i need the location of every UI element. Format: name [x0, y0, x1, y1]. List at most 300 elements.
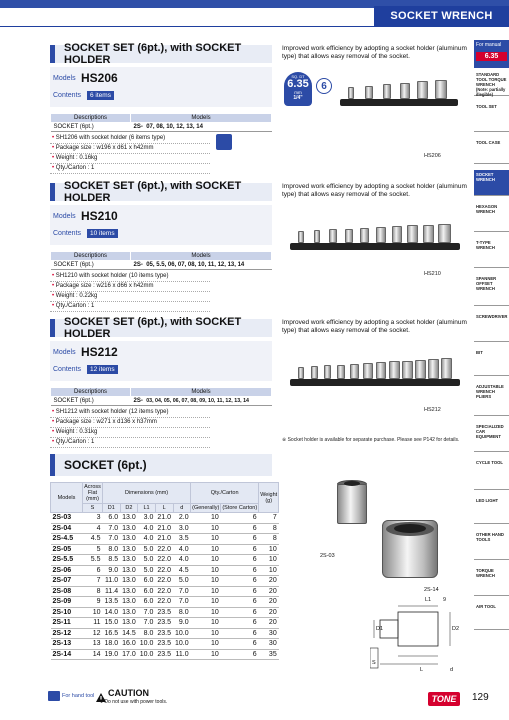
row-model: 2S-11 [51, 618, 83, 629]
items-count-badge: 12 items [87, 365, 118, 374]
row-model: 2S-07 [51, 576, 83, 587]
sidebar-item[interactable]: LED LIGHT [474, 496, 509, 524]
socket-piece [376, 227, 386, 243]
row-cell: 10 [259, 555, 279, 566]
sidebar-item[interactable]: BIT [474, 348, 509, 376]
table-row [51, 534, 279, 545]
row-cell: 6 [83, 565, 103, 576]
row-models: 05, 5.5, 06, 07, 08, 10, 11, 12, 13, 14 [146, 262, 245, 268]
col-models: Models [131, 114, 272, 123]
row-cell: 11.0 [173, 649, 191, 660]
row-cell: 9 [83, 597, 103, 608]
sidebar-item[interactable]: TOOL CASE [474, 138, 509, 164]
socket-piece [337, 365, 345, 379]
row-cell: 22.0 [157, 598, 171, 605]
category-tab: SOCKET WRENCH [374, 6, 509, 26]
socket-piece [324, 365, 331, 379]
items-count-badge: 10 items [87, 229, 118, 238]
row-cell: 3 [83, 513, 103, 524]
row-cell: 14.5 [122, 629, 136, 637]
col-across: Across Flat (mm) [84, 484, 101, 502]
drive-badge-unit: mm [294, 90, 302, 95]
sidebar-item[interactable]: AIR TOOL [474, 602, 509, 630]
socket-title: SOCKET (6pt.) [64, 458, 147, 472]
row-cell: 20 [259, 618, 279, 629]
spec-bullet-text: SH1212 with socket holder (12 items type) [55, 409, 169, 415]
subheader-1: D1 [103, 504, 121, 513]
row-cell: 7 [83, 576, 103, 587]
spec-bullet-text: Package size : w196 x d61 x h42mm [55, 145, 154, 151]
table-row [51, 523, 279, 534]
sidebar-item[interactable]: SPANNER OFFSET WRENCH [474, 274, 509, 306]
socket-set-image [290, 349, 460, 399]
holder-rail [290, 243, 460, 250]
row-cell: 6 [221, 544, 259, 555]
socket-piece [298, 231, 304, 243]
holder-rail [340, 99, 458, 106]
spec-bullet-text: Weight : 0.22kg [55, 293, 98, 299]
spec-bullet-text: Weight : 0.31kg [55, 429, 98, 435]
set-title: SOCKET SET (6pt.), with SOCKET HOLDER [64, 180, 242, 204]
hand-tool-icon [216, 134, 232, 150]
row-cell: 9.0 [103, 565, 121, 576]
spec-bullet: • Weight : 0.22kg [50, 292, 210, 302]
row-cell: 10.0 [139, 640, 154, 647]
row-cell: 6 [221, 618, 259, 629]
socket-piece [441, 358, 452, 379]
socket-spec-table [50, 482, 279, 660]
drive-size-badge [284, 72, 312, 112]
row-prefix: 2S- [133, 124, 143, 130]
set-title-bar [50, 316, 272, 340]
row-cell: 20 [259, 586, 279, 597]
row-cell: 6 [221, 597, 259, 608]
row-cell: 6 [221, 565, 259, 576]
col-models: Models [51, 483, 83, 513]
socket-piece [417, 81, 428, 99]
socket-set-image [340, 69, 458, 119]
col-models: Models [131, 388, 272, 397]
dim-d1: D1 [376, 626, 384, 632]
row-cell: 30 [259, 639, 279, 650]
contents-label: Contents [53, 91, 82, 99]
spec-bullet: • Qty./Carton : 1 [50, 164, 210, 174]
spec-bullet-text: SH1210 with socket holder (10 items type) [55, 273, 169, 279]
row-cell: 7.0 [138, 607, 156, 618]
row-cell: 10.0 [175, 640, 189, 647]
items-count-badge: 6 items [87, 91, 114, 100]
sidebar-item[interactable]: TORQUE WRENCH [474, 566, 509, 596]
socket-piece [415, 360, 426, 379]
row-cell: 23.5 [157, 608, 171, 616]
row-cell: 20 [259, 607, 279, 618]
row-cell: 8.0 [103, 544, 121, 555]
spec-bullet-text: Qty./Carton : 1 [55, 439, 95, 445]
row-cell: 23.5 [157, 640, 171, 647]
row-cell: 3.5 [173, 534, 191, 545]
table-row [51, 649, 279, 660]
dim-d2: D2 [452, 626, 460, 632]
row-cell: 4.0 [138, 534, 156, 545]
col-models: Models [131, 252, 272, 261]
row-cell: 20 [259, 597, 279, 608]
holder-note: ※ Socket holder is available for separate purchase. Please see P142 for details. [282, 437, 460, 443]
row-cell: 13.0 [122, 535, 136, 542]
subheader-0: S [83, 504, 103, 513]
row-cell: 22.0 [157, 545, 171, 553]
row-cell: 16.5 [104, 629, 119, 637]
row-cell: 20 [259, 576, 279, 587]
row-cell: 2.0 [173, 513, 191, 524]
row-model: 2S-04 [51, 523, 83, 534]
models-label: Models [53, 348, 76, 356]
row-cell: 6.0 [138, 597, 156, 608]
row-cell: 7 [259, 513, 279, 524]
set-title: SOCKET SET (6pt.), with SOCKET HOLDER [64, 42, 242, 66]
row-model: 2S-5.5 [51, 555, 83, 566]
row-cell: 6 [221, 586, 259, 597]
row-cell: 15.0 [104, 619, 119, 626]
socket-small-image [335, 480, 369, 528]
row-cell: 10 [191, 597, 221, 608]
row-cell: 10 [191, 523, 221, 534]
page-number: 129 [472, 692, 489, 703]
row-model: 2S-13 [51, 639, 83, 650]
table-row [51, 639, 279, 650]
row-cell: 5.0 [138, 565, 156, 576]
row-cell: 13.0 [122, 608, 136, 616]
socket-piece [345, 229, 353, 243]
spec-bullet-text: Package size : w216 x d66 x h42mm [55, 283, 154, 289]
row-cell: 13.0 [122, 514, 136, 521]
row-cell: 7.0 [138, 618, 156, 629]
row-model: 2S-08 [51, 586, 83, 597]
col-dims: Dimensions (mm) [103, 483, 191, 504]
dim-l1: L1 [425, 597, 432, 603]
row-cell: 13.0 [122, 556, 136, 563]
row-cell: 13.0 [122, 545, 136, 553]
row-cell: 10 [259, 565, 279, 576]
row-model: 2S-14 [51, 649, 83, 660]
dim-s: S [372, 660, 376, 666]
row-cell: 5.0 [173, 576, 191, 587]
row-cell: 18.0 [104, 640, 119, 647]
row-cell: 6 [221, 555, 259, 566]
row-cell: 21.0 [157, 535, 171, 542]
for-hand-tool-label: For hand tool [62, 693, 95, 699]
row-cell: 5.0 [138, 544, 156, 555]
category-sidebar [474, 40, 509, 690]
row-cell: 23.5 [157, 650, 171, 658]
row-cell: 10 [191, 576, 221, 587]
spec-bullet: • Package size : w271 x d136 x h37mm [50, 418, 210, 428]
row-cell: 14.0 [104, 608, 119, 616]
row-cell: 35 [259, 649, 279, 660]
table-row [51, 123, 272, 132]
row-cell: 3.0 [138, 513, 156, 524]
spec-bullet: • Weight : 0.31kg [50, 428, 210, 438]
row-cell: 5 [83, 544, 103, 555]
table-row [51, 544, 279, 555]
row-cell: 23.5 [157, 619, 171, 626]
set-title: SOCKET SET (6pt.), with SOCKET HOLDER [64, 316, 242, 340]
row-cell: 6 [221, 628, 259, 639]
sidebar-top-label: For manual [476, 42, 502, 48]
set-contents-table [50, 113, 272, 132]
table-row [51, 597, 279, 608]
row-cell: 4 [83, 523, 103, 534]
spec-bullet: • Qty./Carton : 1 [50, 438, 210, 448]
row-cell: 13.5 [104, 598, 119, 605]
sidebar-item[interactable]: SPECIALIZED CAR EQUIPMENT [474, 422, 509, 452]
row-cell: 8 [83, 586, 103, 597]
sidebar-item[interactable]: SOCKET WRENCH [474, 170, 509, 196]
row-cell: 13.0 [122, 587, 136, 595]
spec-bullet: • Weight : 0.16kg [50, 154, 210, 164]
row-cell: 10.0 [175, 629, 189, 637]
row-cell: 12 [83, 628, 103, 639]
row-cell: 7.0 [103, 523, 121, 534]
header-rule [0, 26, 509, 27]
row-model: 2S-05 [51, 544, 83, 555]
row-cell: 6 [221, 534, 259, 545]
row-cell: 8 [259, 523, 279, 534]
row-cell: 10 [191, 586, 221, 597]
row-cell: 6.0 [103, 513, 121, 524]
row-cell: 9.0 [173, 618, 191, 629]
sidebar-item[interactable]: ADJUSTABLE WRENCH PLIERS [474, 382, 509, 416]
socket-piece [407, 225, 418, 243]
row-description: SOCKET (6pt.) [51, 261, 131, 270]
row-model: 2S-4.5 [51, 534, 83, 545]
socket-piece [428, 359, 439, 379]
row-cell: 21.0 [157, 514, 171, 521]
row-model: 2S-12 [51, 628, 83, 639]
socket-piece [298, 367, 304, 379]
row-cell: 7.0 [173, 586, 191, 597]
row-cell: 13.0 [122, 524, 136, 532]
row-cell: 13.0 [122, 566, 136, 574]
row-model: 2S-06 [51, 565, 83, 576]
row-model: 2S-03 [51, 513, 83, 524]
drive-badge-size: 6.35 [287, 78, 309, 90]
spec-bullet: • SH1210 with socket holder (10 items type) [50, 272, 210, 282]
caution-icon [96, 689, 106, 698]
row-cell: 4.5 [173, 565, 191, 576]
row-cell: 6.0 [138, 576, 156, 587]
sidebar-item[interactable]: T-TYPE WRENCH [474, 238, 509, 268]
hand-tool-icon [48, 691, 60, 701]
row-cell: 4.5 [83, 534, 103, 545]
subheader-7: (Store Carton) [222, 505, 258, 511]
set-title-bar [50, 42, 272, 66]
row-cell: 10 [191, 534, 221, 545]
dim-9: 9 [443, 597, 447, 603]
row-cell: 4.0 [173, 555, 191, 566]
socket-piece [423, 225, 435, 243]
row-cell: 7.0 [103, 534, 121, 545]
row-cell: 11.4 [103, 586, 121, 597]
spec-bullet-text: Qty./Carton : 1 [55, 165, 95, 171]
table-row [51, 261, 272, 270]
socket-table-wrap [50, 482, 279, 660]
socket-piece [348, 87, 354, 99]
col-weight: Weight (g) [259, 483, 279, 513]
col-descriptions: Descriptions [51, 114, 131, 123]
spec-bullet-text: SH1206 with socket holder (6 items type) [55, 135, 166, 141]
row-cell: 5.5 [83, 555, 103, 566]
row-cell: 6 [221, 576, 259, 587]
row-cell: 11 [83, 618, 103, 629]
row-cell: 22.0 [157, 577, 171, 584]
row-cell: 13.0 [122, 577, 136, 584]
col-descriptions: Descriptions [51, 252, 131, 261]
row-cell: 4.0 [173, 544, 191, 555]
socket-piece [376, 362, 386, 379]
spec-bullet: • SH1212 with socket holder (12 items type) [50, 408, 210, 418]
row-models: 07, 08, 10, 12, 13, 14 [146, 124, 203, 130]
drive-badge-top: SQ. DT [291, 74, 305, 79]
row-cell: 16.0 [122, 640, 136, 647]
row-cell: 22.0 [157, 587, 171, 595]
socket-piece [350, 364, 359, 379]
row-cell: 10 [83, 607, 103, 618]
col-descriptions: Descriptions [51, 388, 131, 397]
socket-set-image [290, 213, 460, 263]
subheader-3: L1 [138, 504, 156, 513]
row-cell: 8.0 [138, 628, 156, 639]
row-cell: 13 [83, 639, 103, 650]
socket-piece [329, 229, 336, 243]
set-contents-table [50, 251, 272, 270]
sidebar-item[interactable]: TOOL SET [474, 102, 509, 132]
row-cell: 30 [259, 628, 279, 639]
row-cell: 5.0 [138, 555, 156, 566]
row-cell: 6 [221, 607, 259, 618]
row-model: 2S-09 [51, 597, 83, 608]
spec-bullet-text: Qty./Carton : 1 [55, 303, 95, 309]
row-cell: 10 [191, 513, 221, 524]
socket-piece [389, 361, 400, 379]
sidebar-item[interactable]: STANDARD TOOL TORQUE WRENCH (Note: partially illegible) [474, 70, 509, 96]
row-cell: 10 [191, 649, 221, 660]
holder-rail [290, 379, 460, 386]
table-row [51, 607, 279, 618]
sidebar-item[interactable]: HEXAGON WRENCH [474, 202, 509, 232]
spec-bullet: • Package size : w216 x d66 x h42mm [50, 282, 210, 292]
set-image-caption: HS210 [424, 271, 441, 277]
row-cell: 10 [191, 607, 221, 618]
row-cell: 13.0 [122, 598, 136, 605]
row-cell: 4.0 [138, 523, 156, 534]
row-cell: 3.0 [173, 523, 191, 534]
row-cell: 6 [221, 639, 259, 650]
set-description: Improved work efficiency by adopting a socket holder (aluminum type) that allows easy removal of the socket. [282, 183, 467, 198]
model-code: HS206 [81, 71, 118, 85]
socket-large-image [382, 520, 438, 582]
set-contents-table [50, 387, 272, 406]
table-row [51, 397, 272, 406]
socket-piece [363, 363, 373, 379]
drive-badge-inch: 1/4" [293, 95, 303, 101]
set-image-caption: HS212 [424, 407, 441, 413]
caution-title: CAUTION [108, 688, 149, 698]
table-row [51, 565, 279, 576]
socket-title-bar [50, 454, 272, 476]
subheader-5: d [173, 504, 191, 513]
row-cell: 10 [191, 555, 221, 566]
sidebar-item[interactable]: CYCLE TOOL [474, 458, 509, 490]
socket-piece [438, 224, 450, 243]
spec-bullet: • Package size : w196 x d61 x h42mm [50, 144, 210, 154]
row-model: 2S-10 [51, 607, 83, 618]
model-code: HS212 [81, 345, 118, 359]
table-row [51, 586, 279, 597]
row-cell: 22.0 [157, 556, 171, 563]
row-cell: 17.0 [122, 650, 136, 658]
contents-label: Contents [53, 365, 82, 373]
row-cell: 11.0 [103, 576, 121, 587]
row-models: 03, 04, 05, 06, 07, 08, 09, 10, 11, 12, 13, 14 [146, 398, 249, 404]
set-description: Improved work efficiency by adopting a socket holder (aluminum type) that allows easy removal of the socket. [282, 319, 467, 334]
hex-points-icon: 6 [316, 78, 332, 94]
socket-piece [392, 226, 402, 243]
socket-piece [435, 80, 447, 99]
row-cell: 8.5 [103, 555, 121, 566]
subheader-2: D2 [120, 504, 138, 513]
socket-piece [402, 361, 413, 379]
set-title-bar [50, 180, 272, 204]
sidebar-item[interactable]: SCREWDRIVER [474, 312, 509, 342]
dim-l: L [420, 667, 424, 673]
row-cell: 10 [191, 639, 221, 650]
row-prefix: 2S- [133, 398, 143, 404]
row-cell: 22.0 [157, 566, 171, 574]
table-row [51, 576, 279, 587]
socket-piece [400, 83, 410, 99]
table-row [51, 513, 279, 524]
caution-note: ● Do not use with power tools. [100, 699, 168, 705]
models-label: Models [53, 74, 76, 82]
spec-bullet-text: Package size : w271 x d136 x h37mm [55, 419, 157, 425]
table-row [51, 555, 279, 566]
socket-piece [365, 86, 372, 99]
row-cell: 8.0 [173, 607, 191, 618]
row-cell: 23.5 [157, 629, 171, 637]
subheader-4: L [155, 504, 173, 513]
row-cell: 21.0 [157, 524, 171, 532]
row-cell: 6 [221, 523, 259, 534]
row-cell: 10 [191, 618, 221, 629]
row-description: SOCKET (6pt.) [51, 123, 131, 132]
row-cell: 10 [191, 565, 221, 576]
sidebar-item[interactable]: OTHER HAND TOOLS [474, 530, 509, 560]
table-row [51, 628, 279, 639]
row-cell: 10 [259, 544, 279, 555]
set-image-caption: HS206 [424, 153, 441, 159]
sidebar-page-ref: 6.35 [476, 52, 507, 62]
row-cell: 19.0 [104, 650, 119, 658]
row-cell: 13.0 [122, 619, 136, 626]
table-row [51, 618, 279, 629]
spec-bullet: • SH1206 with socket holder (6 items type) [50, 134, 210, 144]
row-cell: 6 [221, 513, 259, 524]
sidebar-drive-box [474, 40, 509, 68]
spec-bullet: • Qty./Carton : 1 [50, 302, 210, 312]
caption-2s-14: 2S-14 [424, 587, 439, 593]
dimension-diagram [370, 598, 470, 676]
row-cell: 10 [191, 544, 221, 555]
